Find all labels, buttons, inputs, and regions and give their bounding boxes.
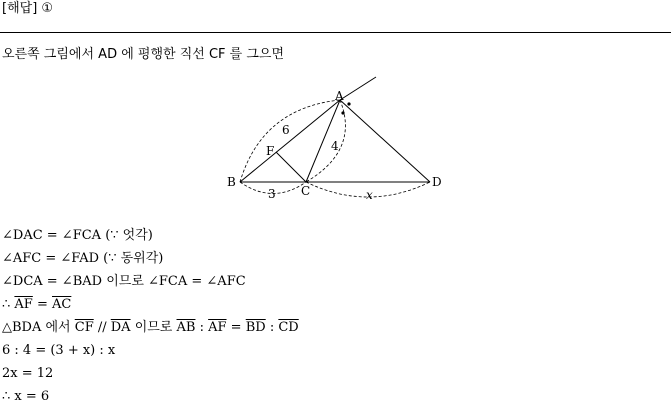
angle-mark-dot	[347, 102, 350, 105]
segment-fc	[276, 152, 306, 182]
label-length-ca: 4	[331, 139, 339, 153]
segment-ba	[240, 100, 340, 182]
intro-sentence: 오른쪽 그림에서 AD 에 평행한 직선 CF 를 그으면	[2, 47, 285, 62]
label-point-d: D	[432, 175, 442, 189]
segment-ac-overline: $\overline{AC}$	[52, 297, 72, 312]
label-length-ba: 6	[282, 123, 290, 137]
label-point-a: A	[335, 89, 344, 103]
solution-step-5: △BDA 에서 $\overline{CF} // \overline{DA}$ 이므로 $\overline{AB}$ : $\overline{AF} = \overline{BD}$ : $\overline{CD}$	[2, 320, 299, 335]
label-point-c: C	[301, 184, 311, 198]
label-point-b: B	[227, 175, 236, 189]
answer-header: [해답] ①	[2, 1, 54, 16]
solution-step-4: ∴ $\overline{AF} = \overline{AC}$	[2, 297, 72, 312]
label-length-bc: 3	[268, 187, 276, 201]
segment-af-overline: $\overline{AF}$	[14, 297, 33, 312]
segment-ad	[340, 100, 430, 182]
solution-step-6: 6 : 4 = (3 + x) : x	[2, 343, 116, 358]
solution-step-8: ∴ x = 6	[2, 389, 50, 404]
solution-step-2: ∠AFC = ∠FAD (∵ 동위각)	[2, 251, 164, 266]
solution-step-7: 2x = 12	[2, 366, 54, 381]
solution-step-3: ∠DCA = ∠BAD 이므로 ∠FCA = ∠AFC	[2, 274, 246, 289]
label-length-cd: x	[366, 188, 373, 202]
ray-ba-extension	[340, 77, 376, 100]
solution-step-1: ∠DAC = ∠FCA (∵ 엇각)	[2, 228, 153, 243]
angle-mark-dot	[341, 111, 344, 114]
label-point-f: F	[266, 144, 275, 158]
